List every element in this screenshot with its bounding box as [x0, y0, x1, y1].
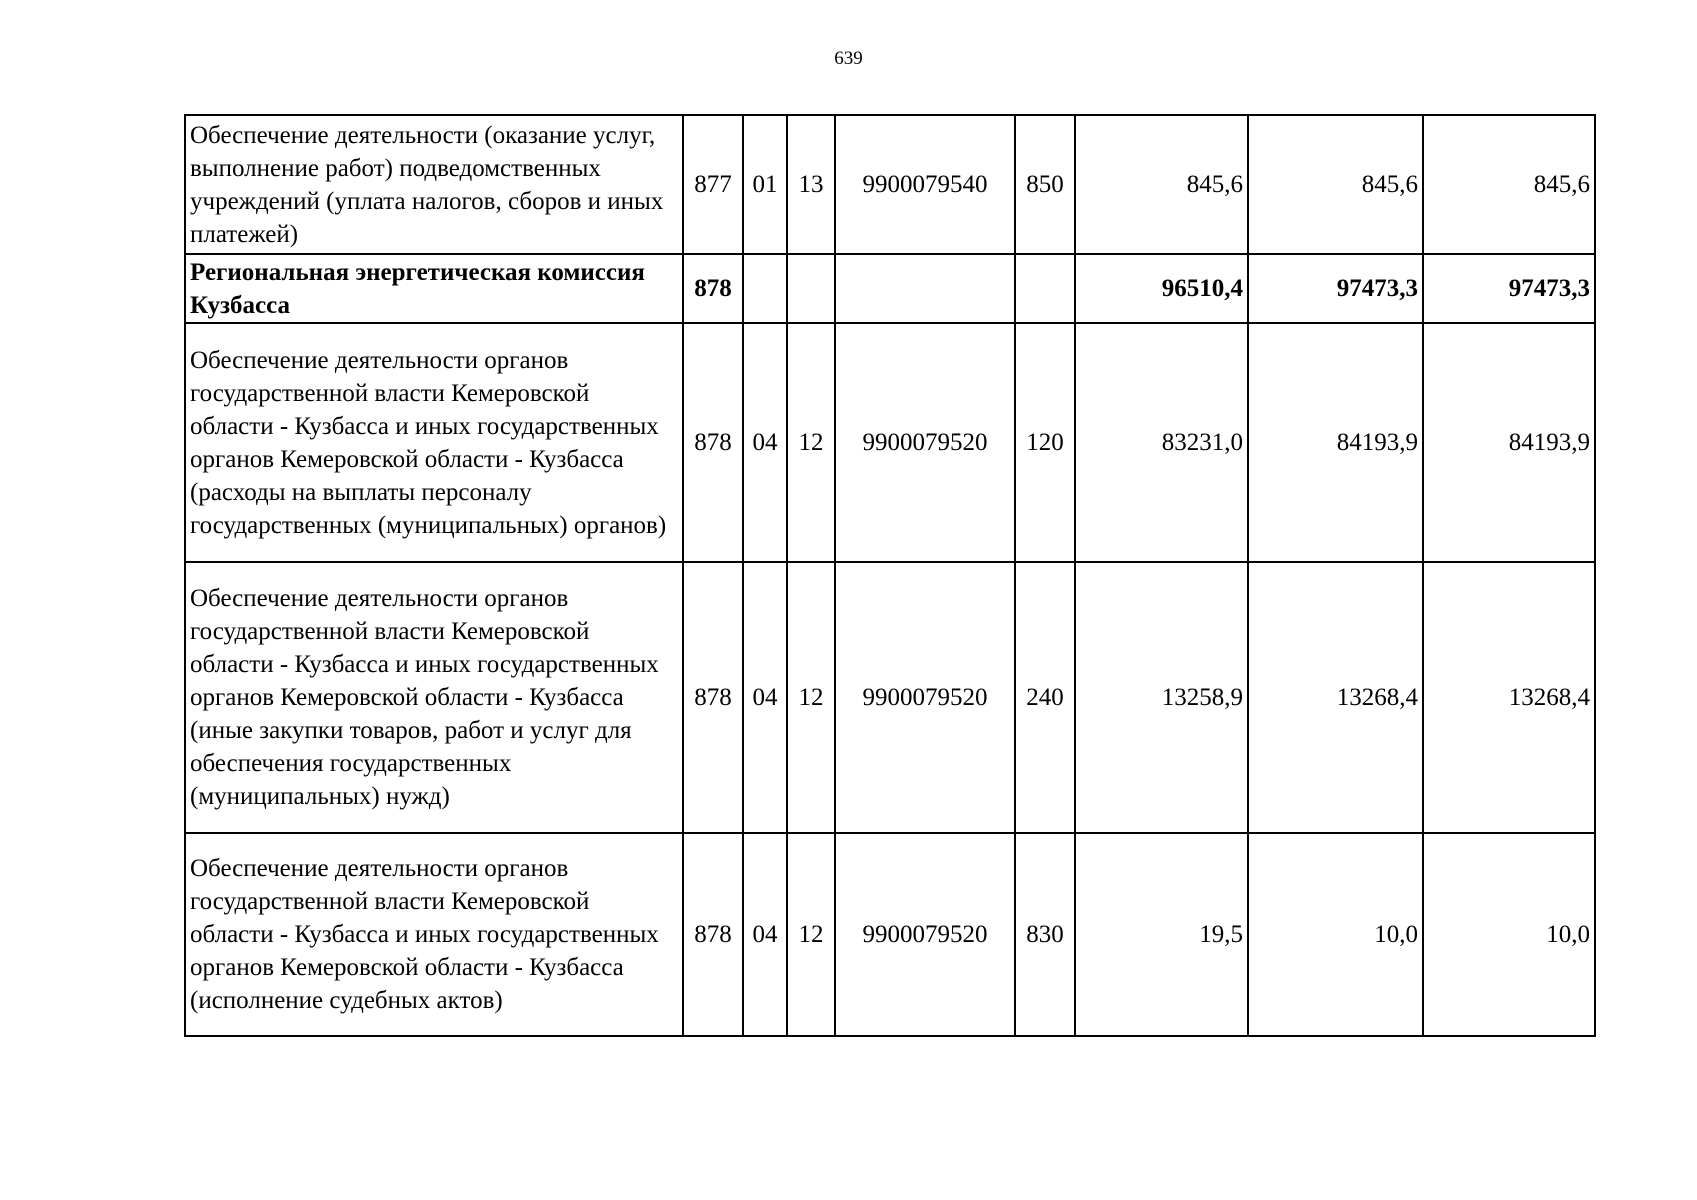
amount-2: 13268,4	[1248, 562, 1423, 833]
subsection-code	[787, 254, 835, 323]
section-code: 04	[743, 562, 787, 833]
amount-2: 845,6	[1248, 115, 1423, 254]
row-name: Региональная энергетическая комиссия Кузбасса	[185, 254, 683, 323]
amount-1: 96510,4	[1075, 254, 1248, 323]
ministry-code: 878	[683, 323, 743, 562]
amount-1: 83231,0	[1075, 323, 1248, 562]
subsection-code: 13	[787, 115, 835, 254]
table-row	[185, 323, 1595, 562]
row-name: Обеспечение деятельности органов государственной власти Кемеровской области - Кузбасса и иных государственных органов Кемеровской области - Кузбасса (иные закупки товаров, работ и услуг для обеспечения государственных (муниципальных) нужд)	[185, 562, 683, 833]
target-article-code: 9900079520	[835, 833, 1015, 1036]
amount-1: 19,5	[1075, 833, 1248, 1036]
target-article-code: 9900079540	[835, 115, 1015, 254]
section-code: 04	[743, 323, 787, 562]
target-article-code: 9900079520	[835, 562, 1015, 833]
section-code: 01	[743, 115, 787, 254]
ministry-code: 878	[683, 562, 743, 833]
target-article-code	[835, 254, 1015, 323]
subsection-code: 12	[787, 833, 835, 1036]
table-row	[185, 254, 1595, 323]
table-row	[185, 562, 1595, 833]
expense-type-code: 850	[1015, 115, 1075, 254]
subsection-code: 12	[787, 562, 835, 833]
amount-1: 845,6	[1075, 115, 1248, 254]
table-row	[185, 115, 1595, 254]
ministry-code: 877	[683, 115, 743, 254]
amount-2: 97473,3	[1248, 254, 1423, 323]
row-name: Обеспечение деятельности органов государственной власти Кемеровской области - Кузбасса и иных государственных органов Кемеровской области - Кузбасса (исполнение судебных актов)	[185, 833, 683, 1036]
budget-table	[184, 114, 1596, 1037]
amount-1: 13258,9	[1075, 562, 1248, 833]
table-row	[185, 833, 1595, 1036]
amount-2: 84193,9	[1248, 323, 1423, 562]
amount-3: 84193,9	[1423, 323, 1595, 562]
ministry-code: 878	[683, 254, 743, 323]
amount-2: 10,0	[1248, 833, 1423, 1036]
target-article-code: 9900079520	[835, 323, 1015, 562]
expense-type-code	[1015, 254, 1075, 323]
amount-3: 10,0	[1423, 833, 1595, 1036]
expense-type-code: 120	[1015, 323, 1075, 562]
section-code	[743, 254, 787, 323]
row-name: Обеспечение деятельности (оказание услуг, выполнение работ) подведомственных учреждений (уплата налогов, сборов и иных платежей)	[185, 115, 683, 254]
section-code: 04	[743, 833, 787, 1036]
amount-3: 97473,3	[1423, 254, 1595, 323]
subsection-code: 12	[787, 323, 835, 562]
amount-3: 845,6	[1423, 115, 1595, 254]
expense-type-code: 830	[1015, 833, 1075, 1036]
ministry-code: 878	[683, 833, 743, 1036]
amount-3: 13268,4	[1423, 562, 1595, 833]
expense-type-code: 240	[1015, 562, 1075, 833]
row-name: Обеспечение деятельности органов государственной власти Кемеровской области - Кузбасса и иных государственных органов Кемеровской области - Кузбасса (расходы на выплаты персоналу государственных (муниципальных) органов)	[185, 323, 683, 562]
page-number: 639	[834, 48, 863, 69]
